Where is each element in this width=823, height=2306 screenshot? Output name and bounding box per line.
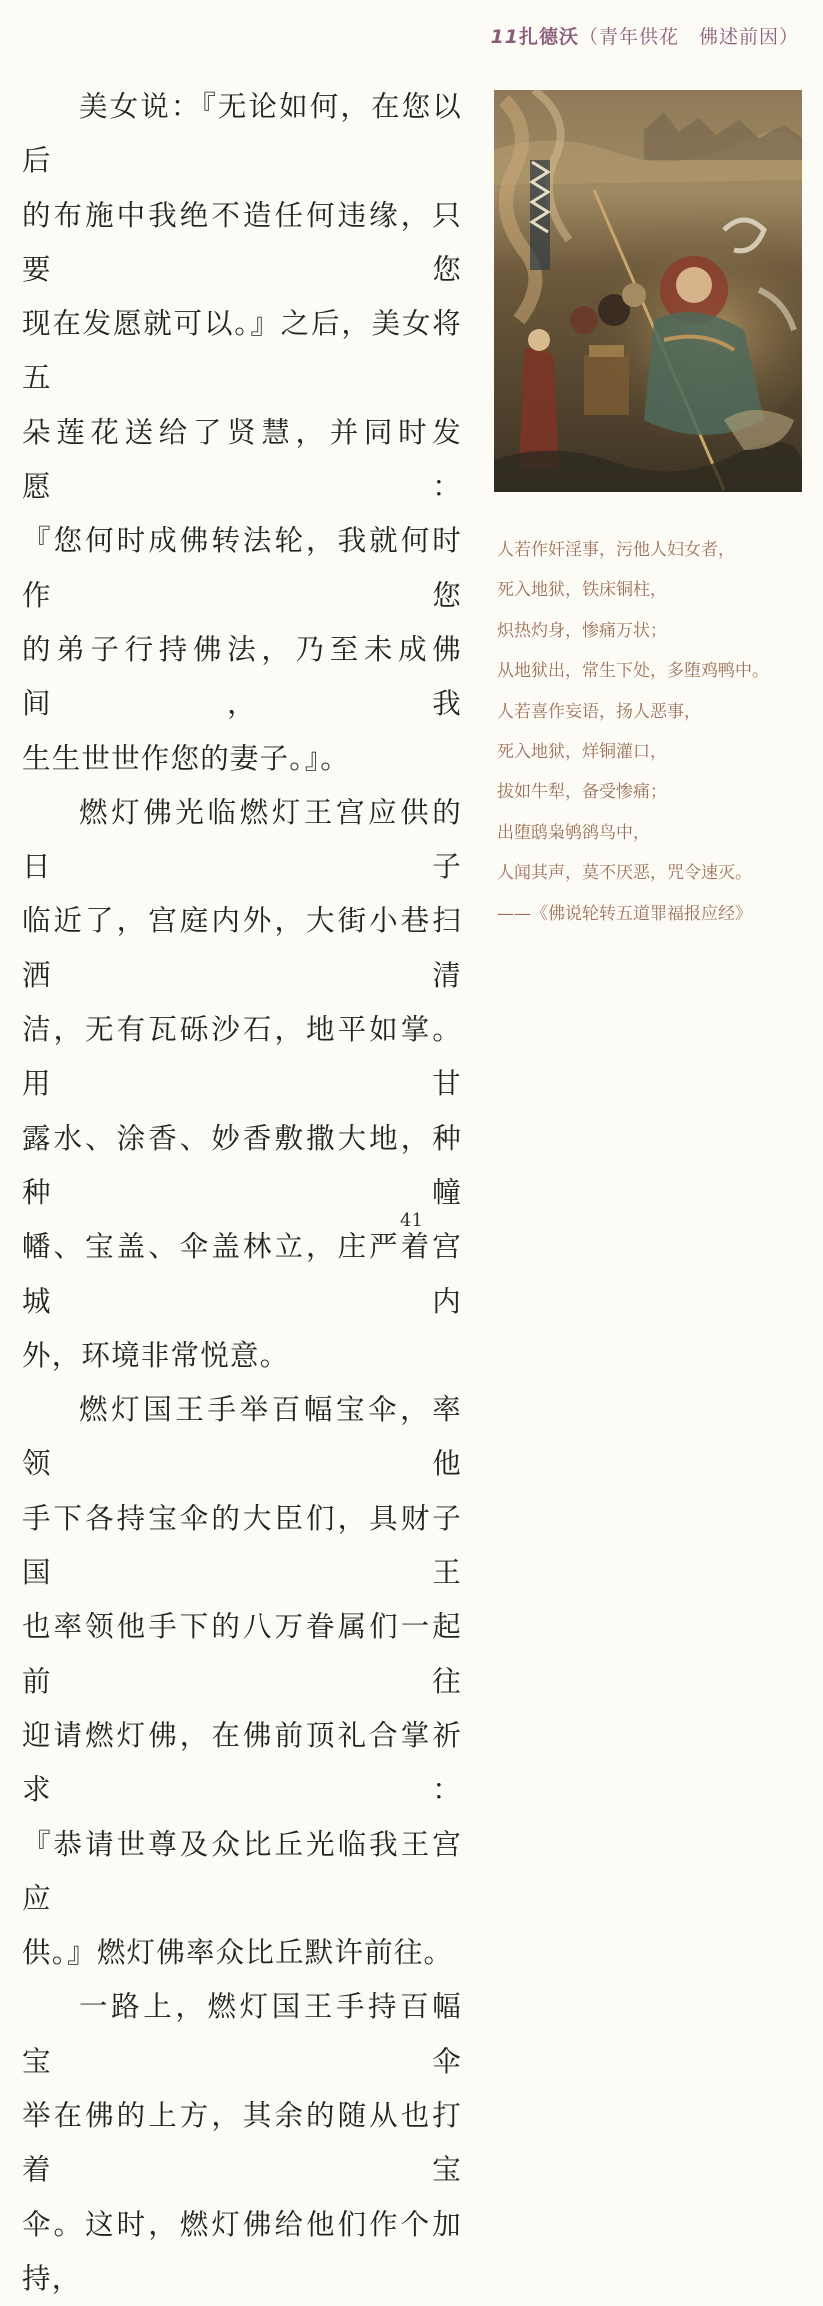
caption-line: 出堕鸱枭鸲鹆鸟中， (497, 822, 650, 843)
caption-line: 死入地狱，烊铜灌口， (497, 742, 667, 763)
body-line: 手下各持宝伞的大臣们，具财子国王 (22, 1501, 462, 1590)
body-line: 『恭请世尊及众比丘光临我王宫应 (22, 1827, 462, 1915)
body-line: 『您何时成佛转法轮，我就何时作您 (22, 524, 462, 612)
caption-source: ——《佛说轮转五道罪福报应经》 (497, 903, 752, 924)
body-line: 一路上，燃灯国王手持百幅宝伞 (22, 1990, 462, 2078)
body-text (22, 80, 462, 2306)
caption (497, 530, 817, 934)
body-line: 举在佛的上方，其余的随从也打着宝 (22, 2098, 462, 2187)
body-line: 供。』燃灯佛率众比丘默许前往。 (22, 1936, 454, 1970)
chapter-number: 11 (490, 26, 519, 48)
caption-line: 炽热灼身，惨痛万状； (497, 620, 667, 641)
body-line: 燃灯佛光临燃灯王宫应供的日子 (22, 795, 462, 884)
caption-line: 死入地狱，铁床铜柱， (497, 580, 667, 601)
caption-line: 人闻其声，莫不厌恶，咒令速灭。 (497, 863, 752, 884)
buddhist-painting-illustration (494, 90, 802, 492)
body-line: 外，环境非常悦意。 (22, 1338, 290, 1372)
body-line: 迎请燃灯佛，在佛前顶礼合掌祈求： (22, 1718, 462, 1807)
caption-line: 从地狱出，常生下处，多堕鸡鸭中。 (497, 661, 769, 682)
body-line: 燃灯国王手举百幅宝伞，率领他 (22, 1393, 462, 1481)
body-line: 露水、涂香、妙香敷撒大地，种种幢 (22, 1121, 462, 1209)
caption-line: 拔如牛犁，备受惨痛； (497, 782, 667, 803)
running-header (491, 22, 799, 49)
caption-line: 人若喜作妄语，扬人恶事， (497, 701, 701, 722)
body-line: 的弟子行持佛法，乃至未成佛间，我 (22, 632, 462, 721)
caption-line: 人若作奸淫事，污他人妇女者， (497, 540, 735, 560)
body-line: 幡、宝盖、伞盖林立，庄严着宫城内 (22, 1230, 462, 1318)
body-line: 洁，无有瓦砾沙石，地平如掌。用甘 (22, 1013, 462, 1101)
chapter-subtitle: （青年供花 佛述前因） (578, 26, 799, 48)
body-line: 现在发愿就可以。』之后，美女将五 (22, 307, 462, 395)
body-line: 也率领他手下的八万眷属们一起前往 (22, 1610, 462, 1698)
body-line: 临近了，宫庭内外，大街小巷扫洒清 (22, 904, 462, 992)
body-line: 美女说：『无论如何，在您以后 (22, 90, 462, 178)
body-line: 朵莲花送给了贤慧，并同时发愿： (22, 415, 462, 504)
page-number: 41 (400, 1210, 423, 1231)
chapter-name: 扎德沃 (518, 26, 579, 48)
body-line: 生生世世作您的妻子。』。 (22, 741, 350, 775)
body-line: 伞。这时，燃灯佛给他们作个加持， (22, 2207, 462, 2295)
body-line: 的布施中我绝不造任何违缘，只要您 (22, 198, 462, 286)
